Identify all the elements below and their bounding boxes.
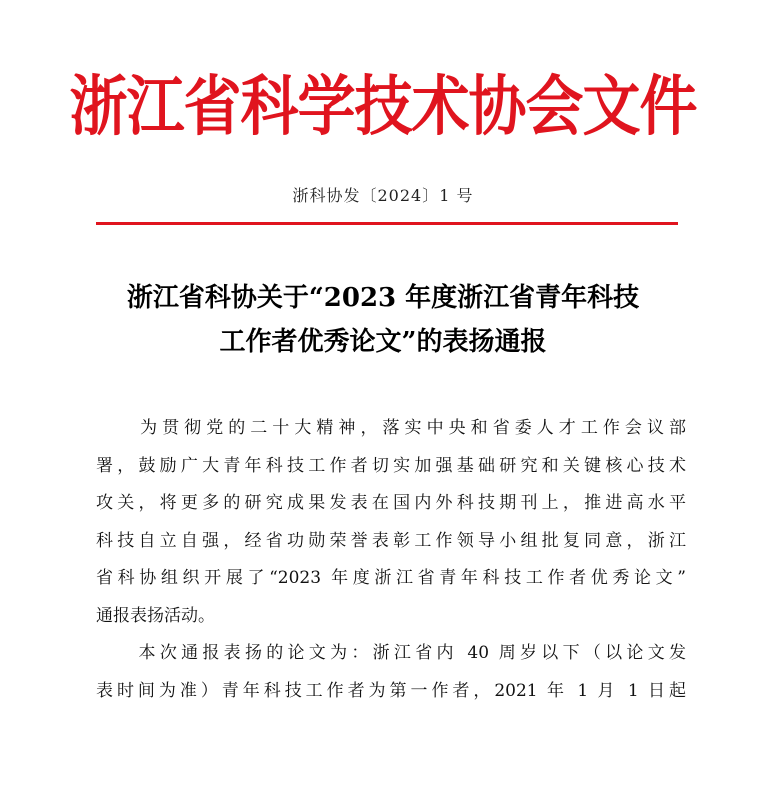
notice-title-line: 浙江省科协关于“2023 年度浙江省青年科技	[126, 283, 640, 313]
org-header-title: 浙江省科学技术协会文件	[69, 67, 697, 145]
paragraph-1-line: 为贯彻党的二十大精神，落实中央和省委人才工作会议部	[96, 418, 686, 438]
body-text	[96, 410, 686, 710]
notice-title-line: 工作者优秀论文”的表扬通报	[219, 327, 547, 357]
paragraph-1-line: 省科协组织开展了“2023 年度浙江省青年科技工作者优秀论文”	[96, 568, 686, 588]
red-divider-rule	[96, 222, 678, 225]
paragraph-2-line: 本次通报表扬的论文为：浙江省内 40 周岁以下（以论文发	[96, 643, 686, 663]
paragraph-1-line: 通报表扬活动。	[96, 605, 215, 626]
paragraph-1-line: 署，鼓励广大青年科技工作者切实加强基础研究和关键核心技术	[96, 455, 686, 476]
paragraph-1-line: 攻关，将更多的研究成果发表在国内外科技期刊上，推进高水平	[96, 493, 686, 513]
notice-title	[0, 276, 766, 364]
paragraph-2-line: 表时间为准）青年科技工作者为第一作者，2021 年 1 月 1 日起	[96, 680, 686, 701]
paragraph-1-line: 科技自立自强，经省功勋荣誉表彰工作领导小组批复同意，浙江	[96, 530, 686, 551]
document-number: 浙科协发〔2024〕1 号	[292, 186, 474, 205]
